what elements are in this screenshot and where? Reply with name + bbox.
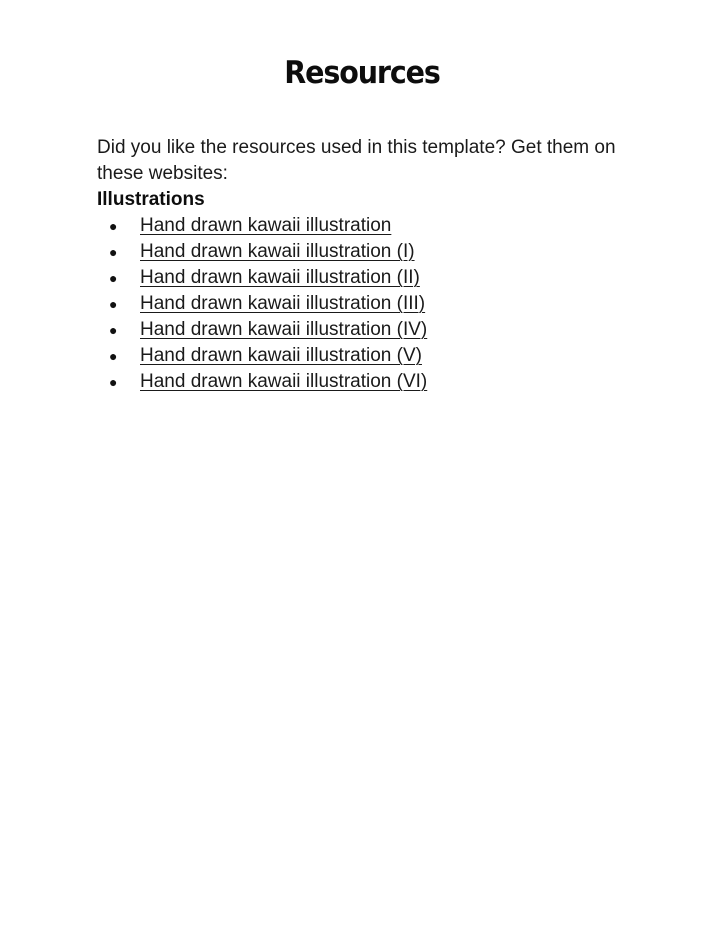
list-item	[97, 317, 617, 343]
bullet-icon: ●	[109, 244, 118, 260]
resource-link[interactable]: Hand drawn kawaii illustration (IV)	[140, 319, 428, 340]
resource-link[interactable]: Hand drawn kawaii illustration (VI)	[140, 371, 428, 392]
bullet-icon: ●	[109, 270, 118, 286]
intro-paragraph: Did you like the resources used in this template? Get them on these websites:	[97, 137, 616, 184]
bullet-icon: ●	[109, 348, 118, 364]
page-title: Resources	[284, 55, 440, 91]
list-item	[97, 213, 617, 239]
resource-link[interactable]: Hand drawn kawaii illustration (V)	[140, 345, 422, 366]
resource-link[interactable]: Hand drawn kawaii illustration	[140, 215, 392, 236]
list-item	[97, 369, 617, 395]
bullet-icon: ●	[109, 322, 118, 338]
list-item	[97, 265, 617, 291]
list-item	[97, 343, 617, 369]
resource-link[interactable]: Hand drawn kawaii illustration (I)	[140, 241, 415, 262]
section-heading-illustrations: Illustrations	[97, 189, 205, 210]
bullet-icon: ●	[109, 296, 118, 312]
document-body	[97, 135, 617, 395]
resource-link[interactable]: Hand drawn kawaii illustration (III)	[140, 293, 426, 314]
resource-link-list	[97, 213, 617, 395]
list-item	[97, 239, 617, 265]
bullet-icon: ●	[109, 218, 118, 234]
list-item	[97, 291, 617, 317]
bullet-icon: ●	[109, 374, 118, 390]
resource-link[interactable]: Hand drawn kawaii illustration (II)	[140, 267, 420, 288]
